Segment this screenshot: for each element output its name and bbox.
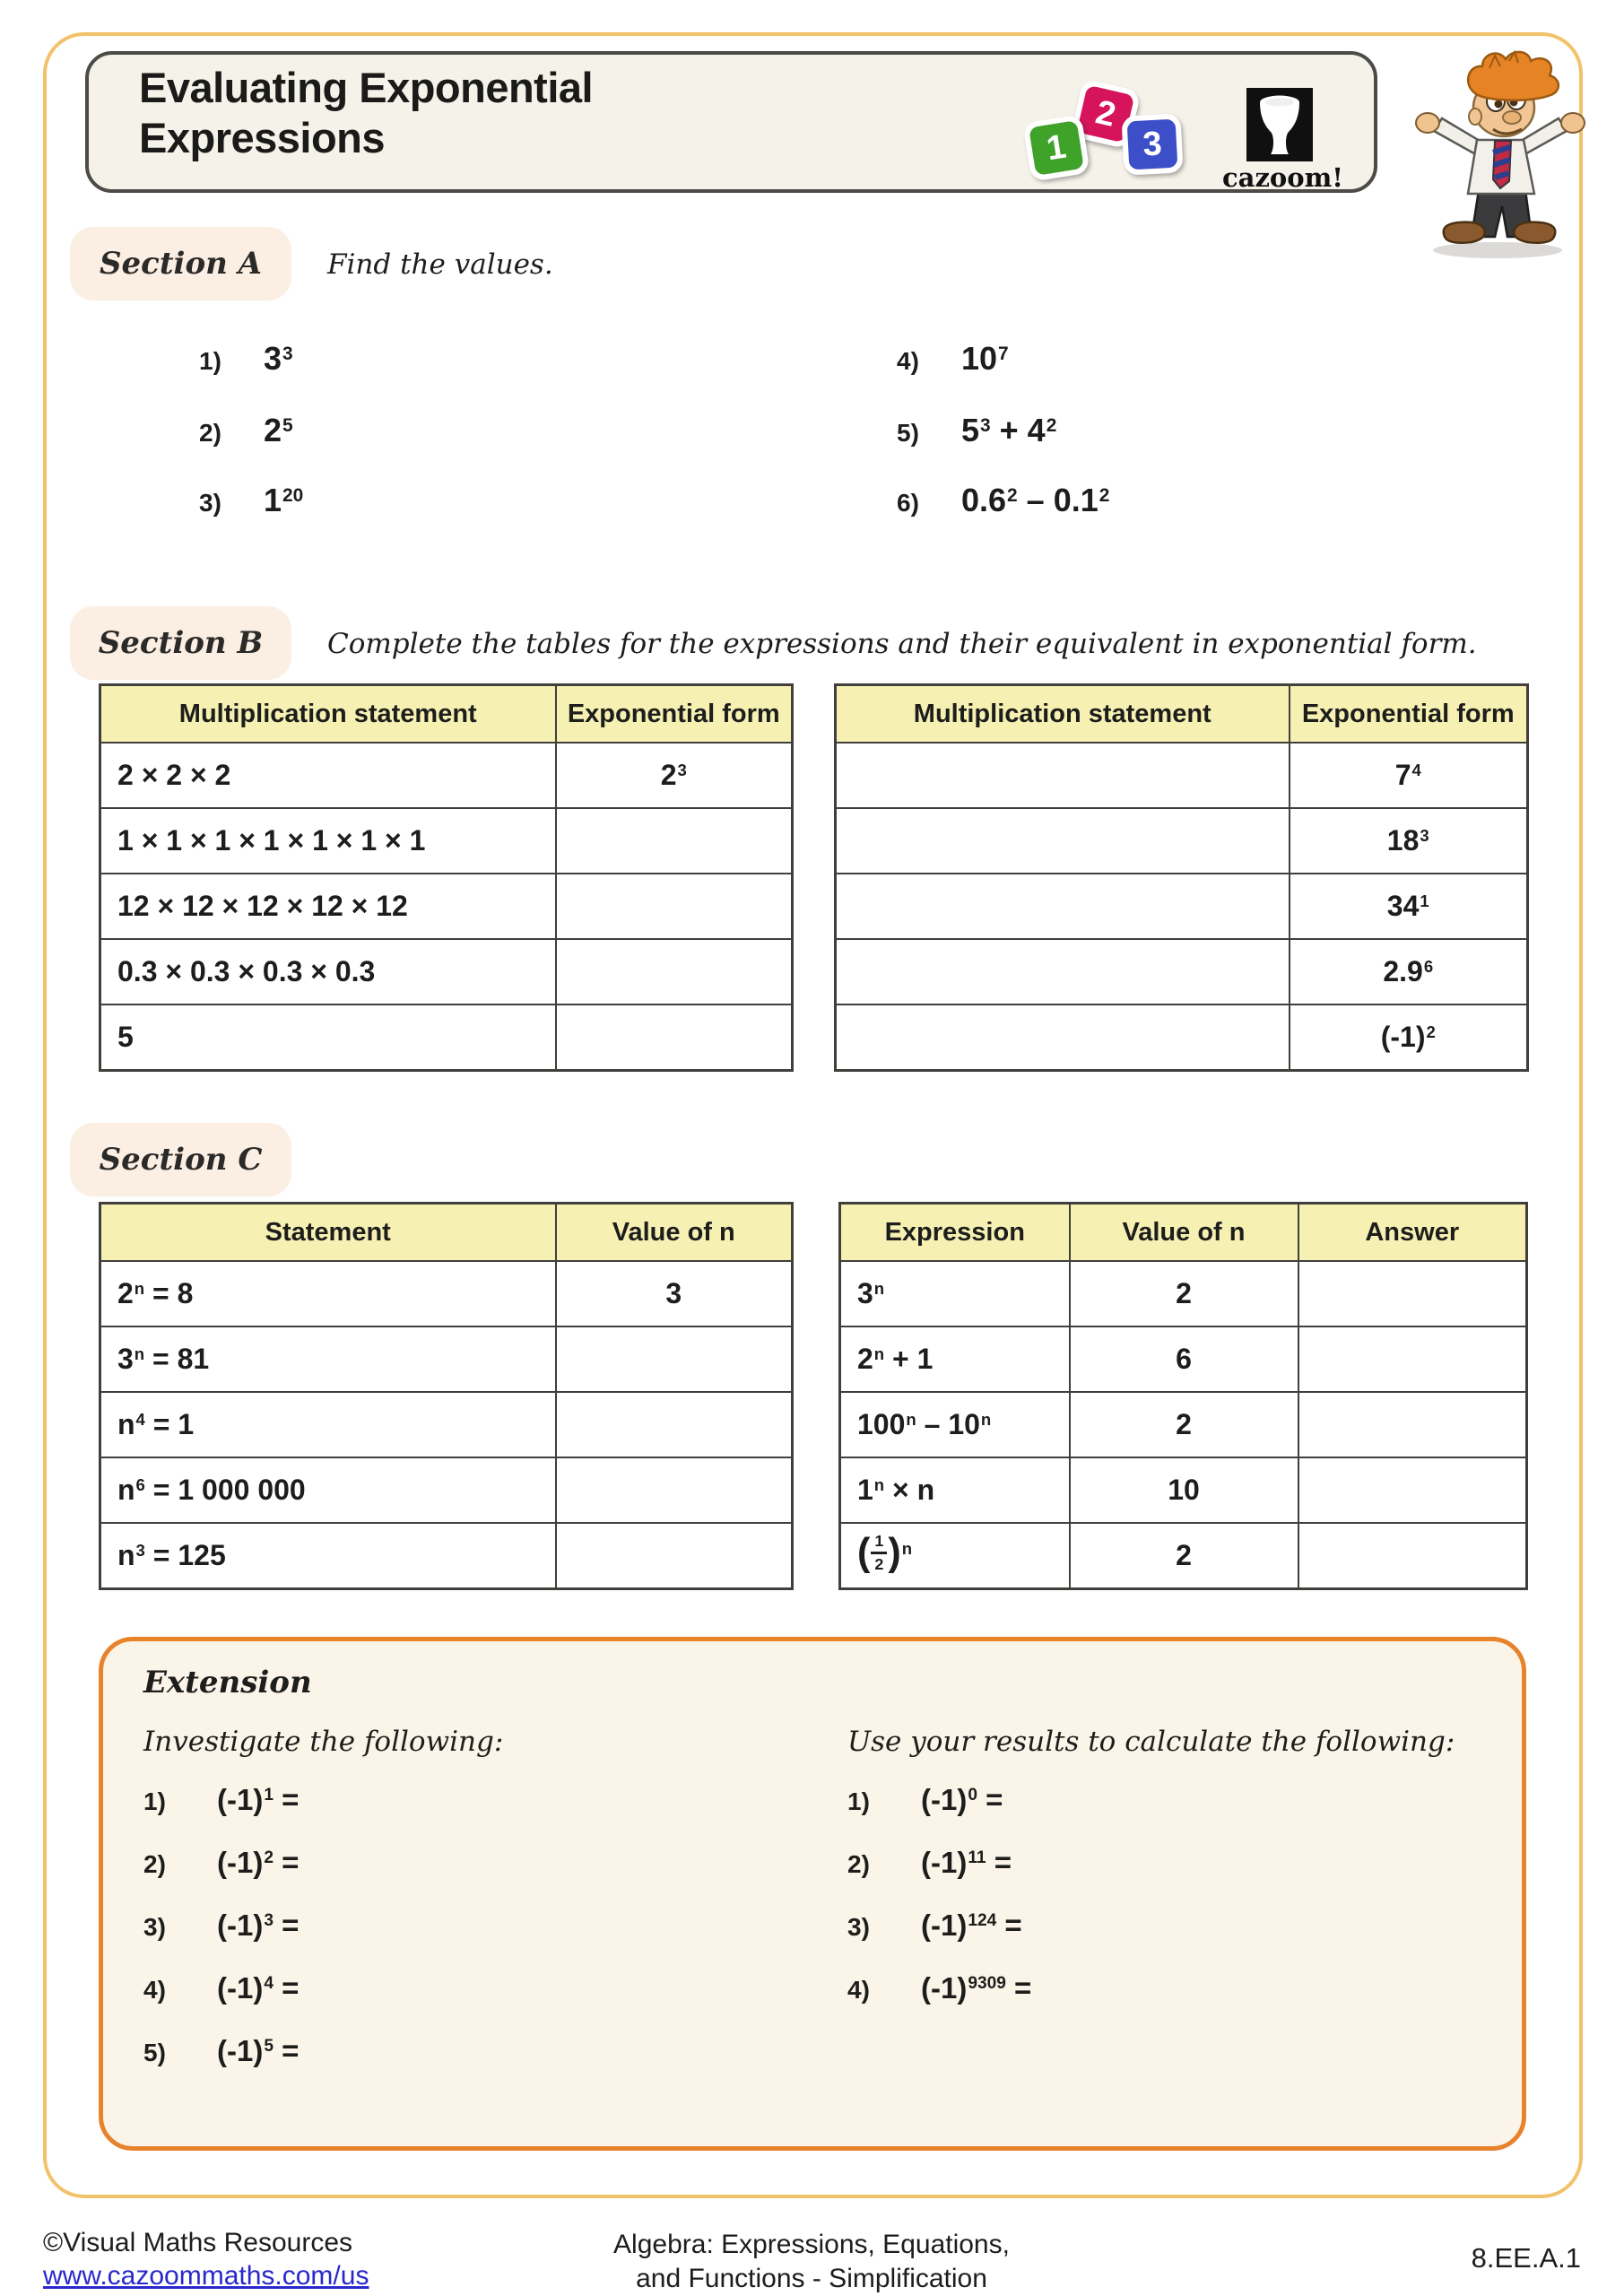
section-c-left-table <box>99 1202 794 1590</box>
extension-box <box>99 1637 1526 2151</box>
logo-tile-2-label: 2 <box>1092 92 1120 135</box>
item-number: 1) <box>847 1787 870 1815</box>
expression-cell: 3$^n$ <box>840 1261 1070 1326</box>
answer-cell <box>1298 1523 1527 1589</box>
table-row <box>100 1457 793 1523</box>
statement-cell: 2 × 2 × 2 <box>100 743 556 808</box>
statement-cell <box>836 743 1290 808</box>
statement-cell <box>836 1004 1290 1071</box>
statement-cell <box>836 808 1290 874</box>
section-c-label-text: Section C <box>99 1142 263 1178</box>
table-header-row <box>840 1204 1527 1262</box>
item-expression: $(-1)^3$ = <box>217 1909 300 1942</box>
statement-cell: 5 <box>100 1004 556 1071</box>
table-header-row <box>100 685 793 744</box>
problem-number: 5) <box>897 419 919 447</box>
cazoom-logo-label: cazoom! <box>1222 162 1344 193</box>
item-expression: $(-1)^0$ = <box>921 1783 1003 1816</box>
value-cell: 6 <box>1070 1326 1298 1392</box>
extension-left-item-2 <box>143 1846 299 1880</box>
item-number: 5) <box>143 2039 166 2066</box>
col-statement: Statement <box>100 1204 556 1262</box>
extension-right-header: Use your results to calculate the following: <box>847 1726 1455 1758</box>
item-expression: $(-1)^{11}$ = <box>921 1846 1012 1879</box>
statement-cell: 0.3 × 0.3 × 0.3 × 0.3 <box>100 939 556 1004</box>
table-row <box>840 1326 1527 1392</box>
footer-topic <box>613 2228 1010 2296</box>
expression-cell: ( $\frac{1}{2}$ ) $^n$ <box>840 1523 1070 1589</box>
answer-cell <box>1298 1457 1527 1523</box>
expression-cell: 100$^n$ – 10$^n$ <box>840 1392 1070 1457</box>
section-c-right-table <box>838 1202 1528 1590</box>
item-expression: $(-1)^2$ = <box>217 1846 300 1879</box>
col-expression: Expression <box>840 1204 1070 1262</box>
col-exponential-form: Exponential form <box>1290 685 1528 744</box>
value-cell <box>556 1523 793 1589</box>
col-answer: Answer <box>1298 1204 1527 1262</box>
table-row <box>100 1523 793 1589</box>
table-row <box>100 743 793 808</box>
value-cell: 2 <box>1070 1392 1298 1457</box>
footer-website-link[interactable]: www.cazoommaths.com/us <box>43 2261 369 2291</box>
problem-a5 <box>897 412 1056 449</box>
cazoom-drum-icon <box>1246 88 1313 161</box>
logo-tile-1-label: 1 <box>1044 127 1069 168</box>
col-value-of-n: Value of n <box>556 1204 793 1262</box>
problem-a1 <box>199 340 293 378</box>
problem-a6 <box>897 482 1109 519</box>
table-header-row <box>100 1204 793 1262</box>
table-row <box>100 1004 793 1071</box>
statement-cell: $n^3 = 125$ <box>100 1523 556 1589</box>
expression-cell: $2^n + 1$ <box>840 1326 1070 1392</box>
problem-a4 <box>897 340 1009 378</box>
footer-topic-line1: Algebra: Expressions, Equations, <box>613 2230 1010 2259</box>
statement-cell: 12 × 12 × 12 × 12 × 12 <box>100 874 556 939</box>
table-row <box>100 808 793 874</box>
section-b-left-table <box>99 683 794 1072</box>
table-header-row <box>836 685 1528 744</box>
item-number: 1) <box>143 1787 166 1815</box>
value-cell <box>556 1457 793 1523</box>
logo-tile-1-icon <box>1022 114 1090 182</box>
statement-cell: 1 × 1 × 1 × 1 × 1 × 1 × 1 <box>100 808 556 874</box>
table-row <box>840 1261 1527 1326</box>
extension-left-item-4 <box>143 1971 299 2005</box>
col-exponential-form: Exponential form <box>556 685 793 744</box>
value-cell: 3 <box>556 1261 793 1326</box>
col-multiplication-statement: Multiplication statement <box>100 685 556 744</box>
exponential-cell <box>556 939 793 1004</box>
page-title-line1: Evaluating Exponential <box>139 64 594 111</box>
problem-expression: $1^{20}$ <box>264 482 304 518</box>
problem-expression: $5^3 + 4^2$ <box>961 412 1057 448</box>
cazoom-logo <box>1222 88 1344 193</box>
extension-right-item-1 <box>847 1783 1003 1817</box>
problem-number: 1) <box>199 347 221 375</box>
table-row <box>840 1392 1527 1457</box>
answer-cell <box>1298 1392 1527 1457</box>
value-cell: 2 <box>1070 1261 1298 1326</box>
extension-right-item-2 <box>847 1846 1012 1880</box>
logo-tile-3-icon <box>1121 113 1183 175</box>
problem-a3 <box>199 482 303 519</box>
value-cell: 2 <box>1070 1523 1298 1589</box>
logo-tile-3-label: 3 <box>1142 124 1163 164</box>
problem-number: 2) <box>199 419 221 447</box>
statement-cell: $3^n = 81$ <box>100 1326 556 1392</box>
table-row <box>836 874 1528 939</box>
table-row <box>836 743 1528 808</box>
section-a-label <box>70 227 291 300</box>
mascot-character <box>1403 47 1596 262</box>
section-c-label <box>70 1123 291 1196</box>
problem-number: 6) <box>897 489 919 517</box>
exponential-cell: $7^4$ <box>1290 743 1528 808</box>
problem-expression: $3^3$ <box>264 340 293 377</box>
footer-copyright: ©Visual Maths Resources <box>43 2228 353 2257</box>
statement-cell <box>836 939 1290 1004</box>
answer-cell <box>1298 1261 1527 1326</box>
item-expression: $(-1)^4$ = <box>217 1971 300 2005</box>
section-a-label-text: Section A <box>99 246 263 282</box>
statement-cell: $n^6 = 1$ 000 000 <box>100 1457 556 1523</box>
exponential-cell <box>556 874 793 939</box>
section-b-label <box>70 606 291 680</box>
extension-right-item-3 <box>847 1909 1022 1943</box>
section-b-label-text: Section B <box>98 625 264 661</box>
problem-expression: $2^5$ <box>264 412 293 448</box>
exponential-cell <box>556 808 793 874</box>
section-b-instruction: Complete the tables for the expressions and their equivalent in exponential form. <box>327 628 1477 660</box>
statement-cell: $n^4 = 1$ <box>100 1392 556 1457</box>
table-row <box>100 1392 793 1457</box>
problem-a2 <box>199 412 293 449</box>
table-row <box>836 1004 1528 1071</box>
table-row <box>840 1457 1527 1523</box>
table-row <box>840 1523 1527 1589</box>
item-expression: $(-1)^1$ = <box>217 1783 300 1816</box>
extension-right-item-4 <box>847 1971 1031 2005</box>
page-title <box>139 63 593 163</box>
exponential-cell: $(-1)^2$ <box>1290 1004 1528 1071</box>
expression-cell: $1^n \times n$ <box>840 1457 1070 1523</box>
problem-number: 3) <box>199 489 221 517</box>
item-number: 4) <box>847 1976 870 2004</box>
extension-left-item-3 <box>143 1909 299 1943</box>
page-title-line2: Expressions <box>139 114 386 161</box>
value-cell <box>556 1326 793 1392</box>
extension-left-item-5 <box>143 2034 299 2068</box>
exponential-cell: $18^3$ <box>1290 808 1528 874</box>
exponential-cell: $2^3$ <box>556 743 793 808</box>
table-row <box>100 939 793 1004</box>
table-row <box>100 1326 793 1392</box>
value-cell: 10 <box>1070 1457 1298 1523</box>
statement-cell: $2^n = 8$ <box>100 1261 556 1326</box>
table-row <box>836 808 1528 874</box>
extension-title: Extension <box>143 1665 312 1700</box>
problem-expression: $0.6^2 - 0.1^2$ <box>961 482 1110 518</box>
footer-standard-code: 8.EE.A.1 <box>1471 2242 1581 2274</box>
table-row <box>100 874 793 939</box>
statement-cell <box>836 874 1290 939</box>
item-number: 3) <box>143 1913 166 1941</box>
item-number: 2) <box>847 1850 870 1878</box>
problem-number: 4) <box>897 347 919 375</box>
exponential-cell <box>556 1004 793 1071</box>
col-multiplication-statement: Multiplication statement <box>836 685 1290 744</box>
item-expression: $(-1)^{9309}$ = <box>921 1971 1032 2005</box>
item-number: 4) <box>143 1976 166 2004</box>
extension-left-item-1 <box>143 1783 299 1817</box>
item-number: 3) <box>847 1913 870 1941</box>
table-row <box>100 1261 793 1326</box>
exponential-cell: $34^1$ <box>1290 874 1528 939</box>
item-expression: $(-1)^{124}$ = <box>921 1909 1022 1942</box>
extension-left-header: Investigate the following: <box>143 1726 504 1758</box>
table-row <box>836 939 1528 1004</box>
value-cell <box>556 1392 793 1457</box>
item-number: 2) <box>143 1850 166 1878</box>
footer-topic-line2: and Functions - Simplification <box>636 2264 987 2293</box>
section-b-right-table <box>834 683 1529 1072</box>
item-expression: $(-1)^5$ = <box>217 2034 300 2067</box>
problem-expression: $10^7$ <box>961 340 1009 377</box>
exponential-cell: $2.9^6$ <box>1290 939 1528 1004</box>
col-value-of-n: Value of n <box>1070 1204 1298 1262</box>
section-a-instruction: Find the values. <box>327 248 553 281</box>
answer-cell <box>1298 1326 1527 1392</box>
